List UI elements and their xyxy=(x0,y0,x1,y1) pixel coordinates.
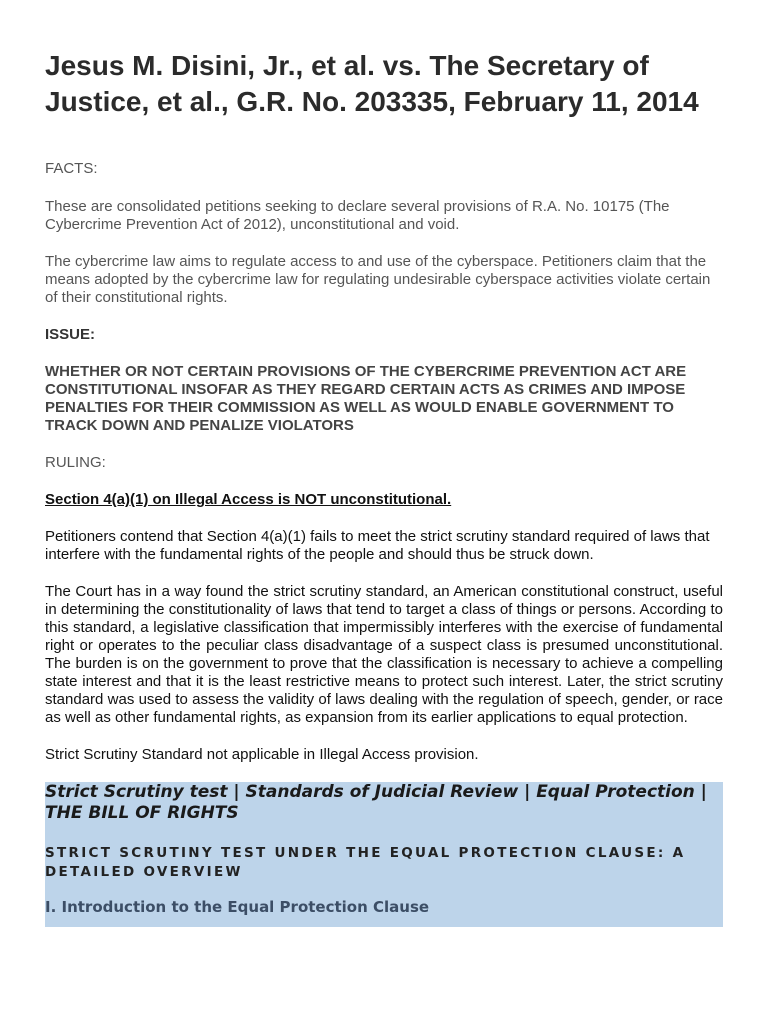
ruling-label: RULING: xyxy=(45,454,106,471)
issue-label: ISSUE: xyxy=(45,326,96,343)
page-title: Jesus M. Disini, Jr., et al. vs. The Secretary of Justice, et al., G.R. No. 203335, February 11, 2014 xyxy=(45,50,699,117)
related-subtitle: STRICT SCRUTINY TEST UNDER THE EQUAL PROTECTION CLAUSE: A DETAILED OVERVIEW xyxy=(45,845,686,880)
related-title[interactable]: Strict Scrutiny test | Standards of Judicial Review | Equal Protection | THE BILL OF RIGHTS xyxy=(45,782,707,823)
issue-text: WHETHER OR NOT CERTAIN PROVISIONS OF THE CYBERCRIME PREVENTION ACT ARE CONSTITUTIONAL INSOFAR AS THEY REGARD CERTAIN ACTS AS CRIMES AND IMPOSE PENALTIES FOR THEIR COMMISSION AS WELL AS WOULD ENABLE GOVERNMENT TO TRACK DOWN AND PENALIZE VIOLATORS xyxy=(45,363,687,434)
ruling-paragraph-2: The Court has in a way found the strict scrutiny standard, an American constitutional construct, useful in determining the constitutionality of laws that tend to target a class of things or persons. According to this standard, a legislative classification that impermissibly interferes with the exercise of fundamental right or operates to the peculiar class disadvantage of a suspect class is presumed unconstitutional. The burden is on the government to prove that the classification is necessary to achieve a compelling state interest and that it is the least restrictive means to protect such interest. Later, the strict scrutiny standard was used to assess the validity of laws dealing with the regulation of speech, gender, or race as well as other fundamental rights, as expansion from its earlier applications to equal protection. xyxy=(45,583,723,726)
section-heading: Section 4(a)(1) on Illegal Access is NOT unconstitutional. xyxy=(45,491,452,508)
document-page xyxy=(45,48,723,927)
facts-paragraph-1: These are consolidated petitions seeking to declare several provisions of R.A. No. 10175 (The Cybercrime Prevention Act of 2012), unconstitutional and void. xyxy=(45,198,670,233)
ruling-paragraph-3: Strict Scrutiny Standard not applicable in Illegal Access provision. xyxy=(45,746,479,763)
facts-label: FACTS: xyxy=(45,160,98,177)
related-section-heading: I. Introduction to the Equal Protection Clause xyxy=(45,898,430,916)
ruling-paragraph-1: Petitioners contend that Section 4(a)(1) fails to meet the strict scrutiny standard required of laws that interfere with the fundamental rights of the people and should thus be struck down. xyxy=(45,528,710,563)
related-document-card[interactable] xyxy=(45,782,723,927)
facts-paragraph-2: The cybercrime law aims to regulate access to and use of the cyberspace. Petitioners claim that the means adopted by the cybercrime law for regulating undesirable cyberspace activities violate certain of their constitutional rights. xyxy=(45,253,711,306)
